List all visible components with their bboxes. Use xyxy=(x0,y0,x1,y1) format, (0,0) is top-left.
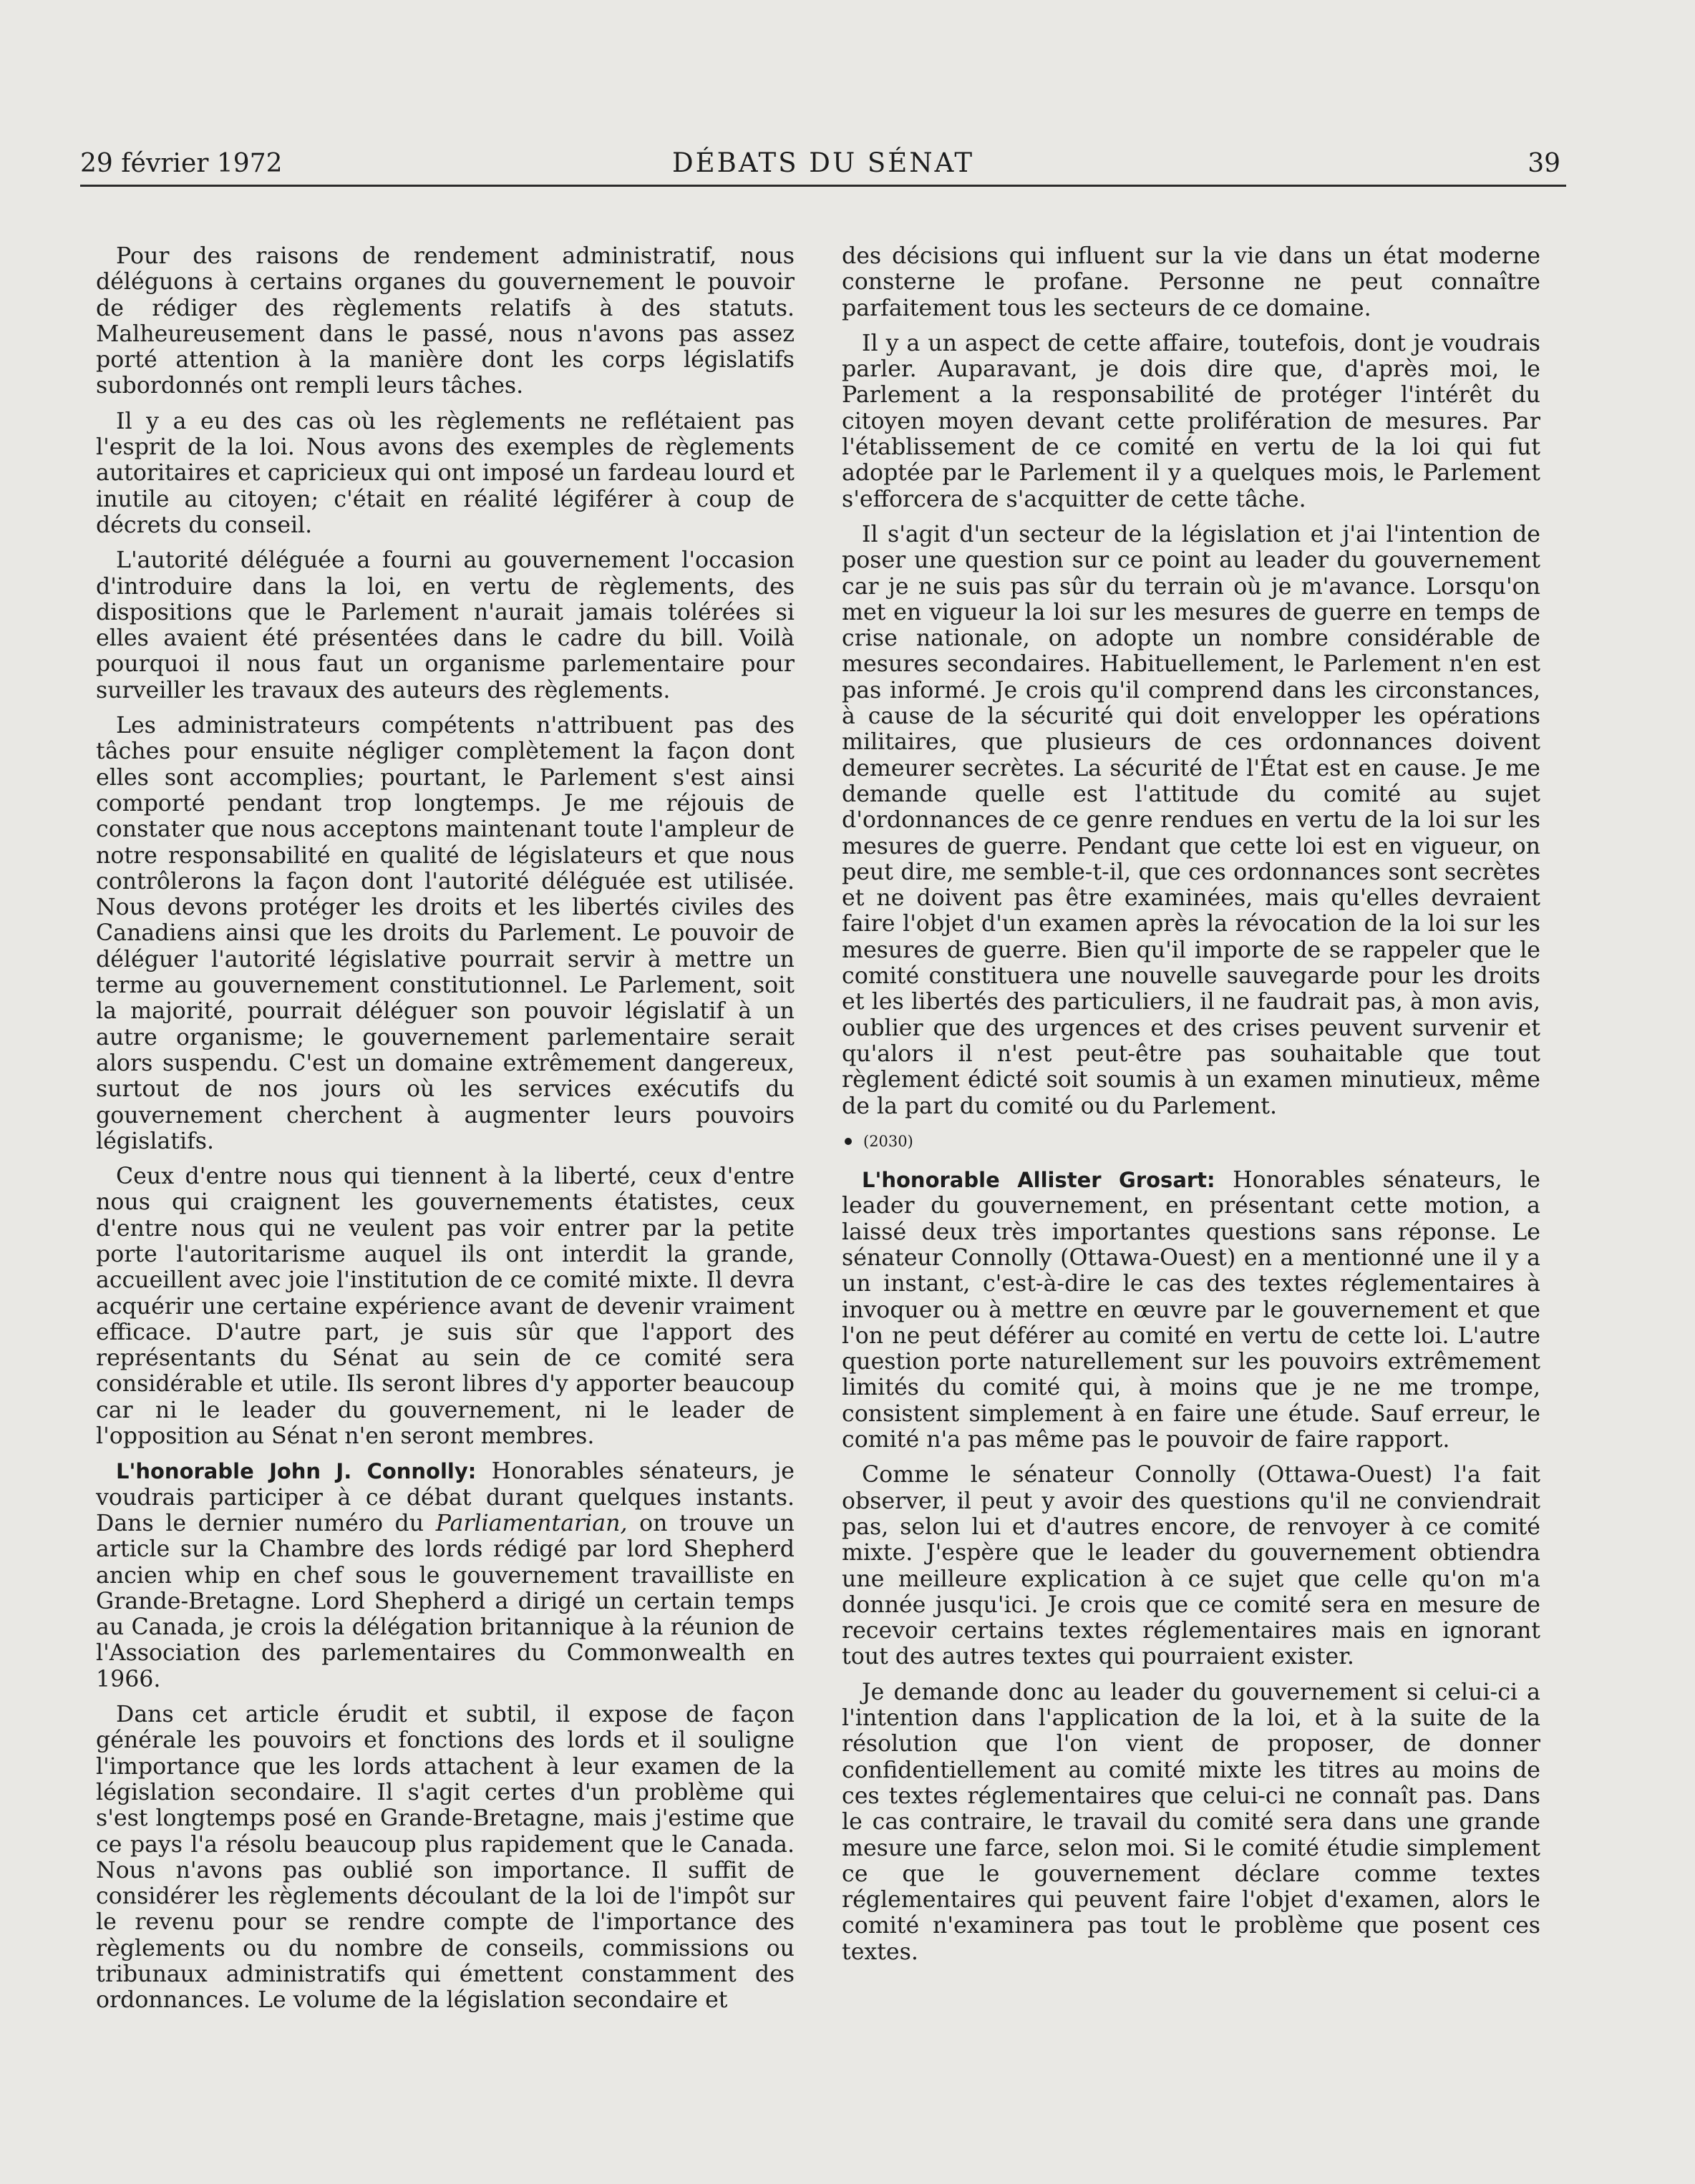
paragraph: Ceux d'entre nous qui tiennent à la liberté, ceux d'entre nous qui craignent les gouvernements étatistes, ceux d'entre nous qui ne veulent pas voir entrer par la petite porte l'autoritarisme auquel ils ont interdit la grande, accueillent avec joie l'institution de ce comité mixte. Il devra acquérir une certaine expérience avant de devenir vraiment efficace. D'autre part, je suis sûr que l'apport des représentants du Sénat au sein de ce comité sera considérable et utile. Ils seront libres d'y apporter beaucoup car ni le leader du gouvernement, ni le leader de l'opposition au Sénat n'en seront membres. xyxy=(96,1164,795,1450)
paragraph: Comme le sénateur Connolly (Ottawa-Ouest) l'a fait observer, il peut y avoir des questions qu'il ne conviendrait pas, selon lui et d'autres encore, de renvoyer à ce comité mixte. J'espère que le leader du gouvernement obtiendra une meilleure explication à ce sujet que celle qu'on m'a donnée jusqu'ici. Je crois que ce comité sera en mesure de recevoir certains textes réglementaires mais en ignorant tout des autres textes qui pourraient exister. xyxy=(842,1462,1540,1670)
publication-title: Parliamentarian, xyxy=(435,1510,628,1536)
paragraph: Il y a un aspect de cette affaire, toutefois, dont je voudrais parler. Auparavant, je dois dire que, d'après moi, le Parlement a la responsabilité de protéger l'intérêt du citoyen moyen devant cette prolifération de mesures. Par l'établissement de ce comité en vertu de la loi qui fut adoptée par le Parlement il y a quelques mois, le Parlement s'efforcera de s'acquitter de cette tâche. xyxy=(842,330,1540,512)
paragraph: Pour des raisons de rendement administratif, nous déléguons à certains organes du gouvernement le pouvoir de rédiger des règlements relatifs à des statuts. Malheureusement dans le passé, nous n'avons pas assez porté attention à la manière dont les corps législatifs subordonnés ont rempli leurs tâches. xyxy=(96,243,795,399)
paragraph: Dans cet article érudit et subtil, il expose de façon générale les pouvoirs et fonctions des lords et il souligne l'importance que les lords attachent à leur examen de la législation secondaire. Il s'agit certes d'un problème qui s'est longtemps posé en Grande-Bretagne, mais j'estime que ce pays l'a résolu beaucoup plus rapidement que le Canada. Nous n'avons pas oublié son importance. Il suffit de considérer les règlements découlant de la loi de l'impôt sur le revenu pour se rendre compte de l'importance des règlements ou du nombre de conseils, commissions ou tribunaux administratifs qui émettent constamment des ordonnances. Le volume de la législation secondaire et xyxy=(96,1702,795,2014)
speaker-name: L'honorable John J. Connolly: xyxy=(116,1459,477,1484)
timestamp-text: (2030) xyxy=(863,1132,913,1150)
paragraph: Les administrateurs compétents n'attribuent pas des tâches pour ensuite négliger complètement la façon dont elles sont accomplies; pourtant, le Parlement s'est ainsi comporté pendant trop longtemps. Je me réjouis de constater que nous acceptons maintenant toute l'ampleur de notre responsabilité en qualité de législateurs et que nous contrôlerons la façon dont l'autorité déléguée est utilisée. Nous devons protéger les droits et les libertés civiles des Canadiens ainsi que les droits du Parlement. Le pouvoir de déléguer l'autorité législative pourrait servir à mettre un terme au gouvernement constitutionnel. Le Parlement, soit la majorité, pourrait déléguer son pouvoir législatif à un autre organisme; le gouvernement parlementaire serait alors suspendu. C'est un domaine extrêmement dangereux, surtout de nos jours où les services exécutifs du gouvernement cherchent à augmenter leurs pouvoirs législatifs. xyxy=(96,713,795,1154)
paragraph: Je demande donc au leader du gouvernement si celui-ci a l'intention dans l'application de la loi, et à la suite de la résolution que l'on vient de proposer, de donner confidentiellement au comité mixte les titres au moins de ces textes réglementaires que celui-ci ne connaît pas. Dans le cas contraire, le travail du comité sera dans une grande mesure une farce, selon moi. Si le comité étudie simplement ce que le gouvernement déclare comme textes réglementaires qui peuvent faire l'objet d'examen, alors le comité n'examinera pas tout le problème que posent ces textes. xyxy=(842,1679,1540,1965)
right-column xyxy=(842,243,1540,2075)
speech-text: on trouve un article sur la Chambre des lords rédigé par lord Shepherd ancien whip en chef sous le gouvernement travailliste en Grande-Bretagne. Lord Shepherd a dirigé un certain temps au Canada, je crois la délégation britannique à la réunion de l'Association des parlementaires du Commonwealth en 1966. xyxy=(96,1510,795,1692)
speech-text: Honorables sénateurs, le leader du gouvernement, en présentant cette motion, a laissé deux très importantes questions sans réponse. Le sénateur Connolly (Ottawa-Ouest) en a mentionné une il y a un instant, c'est-à-dire le cas des textes réglementaires à invoquer ou à mettre en œuvre par le gouvernement et que l'on ne peut déférer au comité en vertu de cette loi. L'autre question porte naturellement sur les pouvoirs extrêmement limités du comité qui, à moins que je ne me trompe, consistent simplement à en faire une étude. Sauf erreur, le comité n'a pas même pas le pouvoir de faire rapport. xyxy=(842,1167,1541,1453)
paragraph: L'autorité déléguée a fourni au gouvernement l'occasion d'introduire dans la loi, en vertu de règlements, des dispositions que le Parlement n'aurait jamais tolérées si elles avaient été présentées dans le cadre du bill. Voilà pourquoi il nous faut un organisme parlementaire pour surveiller les travaux des auteurs des règlements. xyxy=(96,547,795,703)
timestamp xyxy=(842,1128,1540,1154)
page-number: 39 xyxy=(1528,149,1560,178)
paragraph: des décisions qui influent sur la vie dans un état moderne consterne le profane. Personne ne peut connaître parfaitement tous les secteurs de ce domaine. xyxy=(842,243,1540,321)
left-column xyxy=(96,243,795,2075)
header-date: 29 février 1972 xyxy=(80,149,283,178)
speech-text: Honorables sénateurs, je voudrais participer à ce débat durant quelques instants. Dans le dernier numéro du xyxy=(96,1458,795,1536)
header-title: DÉBATS DU SÉNAT xyxy=(671,147,975,178)
speech-paragraph xyxy=(842,1167,1540,1453)
paragraph: Il y a eu des cas où les règlements ne reflétaient pas l'esprit de la loi. Nous avons des exemples de règlements autoritaires et capricieux qui ont imposé un fardeau lourd et inutile au citoyen; c'était en réalité légiférer à coup de décrets du conseil. xyxy=(96,408,795,538)
speech-paragraph xyxy=(96,1458,795,1692)
paragraph: Il s'agit d'un secteur de la législation et j'ai l'intention de poser une question sur ce point au leader du gouvernement car je ne suis pas sûr du terrain où je m'avance. Lorsqu'on met en vigueur la loi sur les mesures de guerre en temps de crise nationale, on adopte un nombre considérable de mesures secondaires. Habituellement, le Parlement n'en est pas informé. Je crois qu'il comprend dans les circonstances, à cause de la sécurité qui doit envelopper les opérations militaires, que plusieurs de ces ordonnances doivent demeurer secrètes. La sécurité de l'État est en cause. Je me demande quelle est l'attitude du comité au sujet d'ordonnances de ce genre rendues en vertu de la loi sur les mesures de guerre. Pendant que cette loi est en vigueur, on peut dire, me semble-t-il, que ces ordonnances sont secrètes et ne doivent pas être examinées, mais qu'elles devraient faire l'objet d'un examen après la révocation de la loi sur les mesures de guerre. Bien qu'il importe de se rappeler que le comité constituera une nouvelle sauvegarde pour les droits et les libertés des particuliers, il ne faudrait pas, à mon avis, oublier que des urgences et des crises peuvent survenir et qu'alors il n'est peut-être pas souhaitable que tout règlement édicté soit soumis à un examen minutieux, même de la part du comité ou du Parlement. xyxy=(842,521,1540,1119)
page-header xyxy=(80,147,1566,187)
bullet-icon xyxy=(845,1138,852,1145)
speaker-name: L'honorable Allister Grosart: xyxy=(862,1168,1215,1193)
